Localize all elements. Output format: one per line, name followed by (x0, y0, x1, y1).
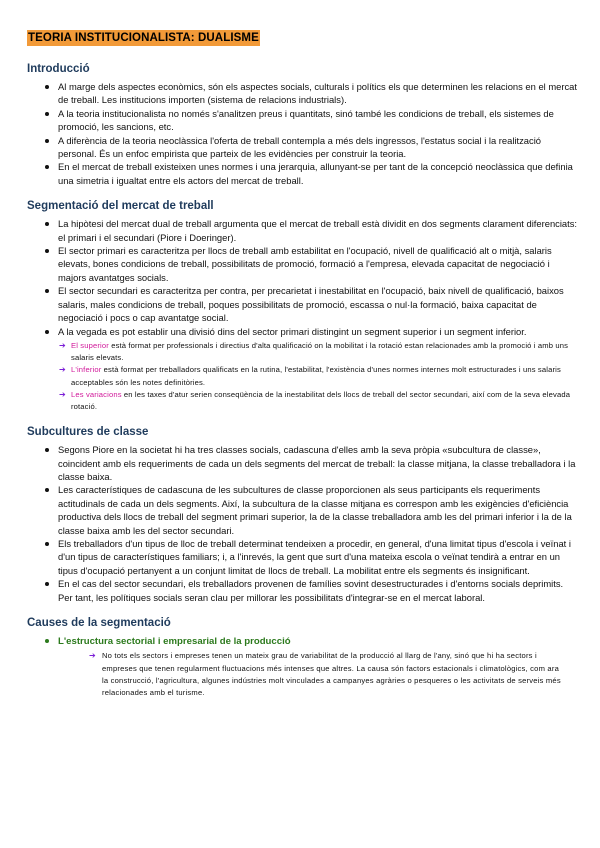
sub-list-text: No tots els sectors i empreses tenen un mateix grau de variabilitat de la producció al llarg de l'any, sinó que hi ha sectors i empreses que tenen regularment fluctuacions més intenses que altres. La causa són factors estacionals i climatològics, com ara la construcció, l'agricultura, algunes indústries molt vinculades a campanyes agràries o pesqueres o les activitats de serveis més relacionades amb el turisme. (102, 651, 561, 698)
section-heading-segmentacio: Segmentació del mercat de treball (27, 200, 214, 213)
list-item: A la teoria institucionalista no només s'analitzen preus i quantitats, sinó també les condicions de treball, els sistemes de promoció, les sancions, etc. (27, 107, 578, 134)
list-item: Segons Piore en la societat hi ha tres classes socials, cadascuna d'elles amb la seva pròpia «subcultura de classe», coincident amb els requeriments de cada un dels segments del mercat de treball: la classe mitjana, la classe treballadora i la classe baixa. (27, 443, 578, 483)
list-item: En el mercat de treball existeixen unes normes i una jerarquia, allunyant-se per tant de la concepció neoclàssica que definia una simetria i igualtat entre els actors del mercat de treball. (27, 160, 578, 187)
bullet-list (27, 217, 578, 413)
section-heading-subcultures: Subcultures de classe (27, 426, 149, 439)
list-item (27, 634, 578, 700)
arrow-right-icon: ➔ (89, 651, 96, 661)
sub-list-text: en les taxes d'atur serien conseqüència de la inestabilitat dels llocs de treball del sector secundari, així com de la seva elevada rotació. (71, 389, 571, 411)
section-heading-causes: Causes de la segmentació (27, 617, 171, 629)
bullet-list (27, 80, 578, 187)
list-item: El sector primari es caracteritza per llocs de treball amb estabilitat en l'ocupació, nivell de qualificació alt o mitjà, salaris elevats, bones condicions de treball, possibilitats de promoció, formació a l'empresa, elevada capacitat de negociació i majors avantatges socials. (27, 244, 578, 284)
highlight-text: Les variacions (71, 389, 122, 399)
list-item: A diferència de la teoria neoclàssica l'oferta de treball contempla a més dels ingressos, l'estatus social i la realització personal. És un enfoc empirista que parteix de les evidències per construir la teoria. (27, 134, 578, 161)
sub-list-item (27, 340, 578, 364)
list-item: Els treballadors d'un tipus de lloc de treball determinat tendeixen a procedir, en general, d'una limitat tipus d'escola i veïnat i d'un tipus de característiques familiars; i, a l'inrevés, la gent que surt d'una mateixa escola o veïnat tendirà a entrar en un tipus d'ocupació pertanyent a un conjunt limitat de llocs de treball. La mobilitat entre els segments és insignificant. (27, 537, 578, 577)
list-item (27, 325, 578, 414)
section-heading-introduccio: Introducció (27, 63, 90, 75)
highlight-text: L'inferior (71, 365, 102, 375)
bullet-list (27, 443, 578, 604)
highlight-text: El superior (71, 340, 109, 350)
sub-bullet-list (27, 340, 578, 413)
list-item: El sector secundari es caracteritza per contra, per precarietat i inestabilitat en l'ocupació, baix nivell de qualificació, baixos salaris, males condicions de treball, poques possibilitats de promoció, escassa o nul·la formació, baixa capacitat de negociació i pocs o cap avantatge social. (27, 284, 578, 324)
sub-bullet-list (27, 650, 578, 699)
sub-list-text: està format per professionals i directius d'alta qualificació on la mobilitat i la rotació estan relacionades amb la promoció i amb uns salaris elevats. (71, 340, 569, 363)
arrow-right-icon: ➔ (59, 340, 66, 350)
sub-list-item (27, 364, 578, 388)
list-item: En el cas del sector secundari, els treballadors provenen de famílies sovint desestructurades i d'entorns socials deprimits. Per tant, les polítiques socials seran clau per millorar les possibilitats d'integrar-se en el mercat laboral. (27, 577, 578, 604)
bullet-list (27, 634, 578, 700)
list-item-text: A la vegada es pot establir una divisió dins del sector primari distingint un segment superior i un segment inferior. (58, 325, 527, 337)
sub-list-text: està format per treballadors qualificats en la rutina, l'estabilitat, l'existència d'unes normes internes molt estructurades i uns salaris acceptables són les notes definitòries. (71, 365, 561, 387)
sub-list-item (27, 650, 578, 699)
document-title: TEORIA INSTITUCIONALISTA: DUALISME (28, 32, 259, 44)
arrow-right-icon: ➔ (59, 389, 66, 399)
list-item: La hipòtesi del mercat dual de treball argumenta que el mercat de treball està dividit en dos segments clarament diferenciats: el primari i el secundari (Piore i Doeringer). (27, 217, 578, 244)
arrow-right-icon: ➔ (59, 365, 66, 375)
list-item: Les característiques de cadascuna de les subcultures de classe proporcionen als seus participants els requeriments actitudinals de cada un dels segments. Així, la subcultura de la classe mitjana es correspon amb les exigències d'eficiència productiva dels llocs de treball del segment primari superior, la de la classe treballadora amb les del primari inferior i la de la classe baixa amb les del sector secundari. (27, 483, 578, 537)
sub-list-item (27, 389, 578, 413)
subsection-heading: L'estructura sectorial i empresarial de la producció (58, 636, 291, 647)
list-item: Al marge dels aspectes econòmics, són els aspectes socials, culturals i polítics els que determinen les relacions en el mercat de treball. Les institucions importen (sistema de relacions industrials). (27, 80, 578, 107)
